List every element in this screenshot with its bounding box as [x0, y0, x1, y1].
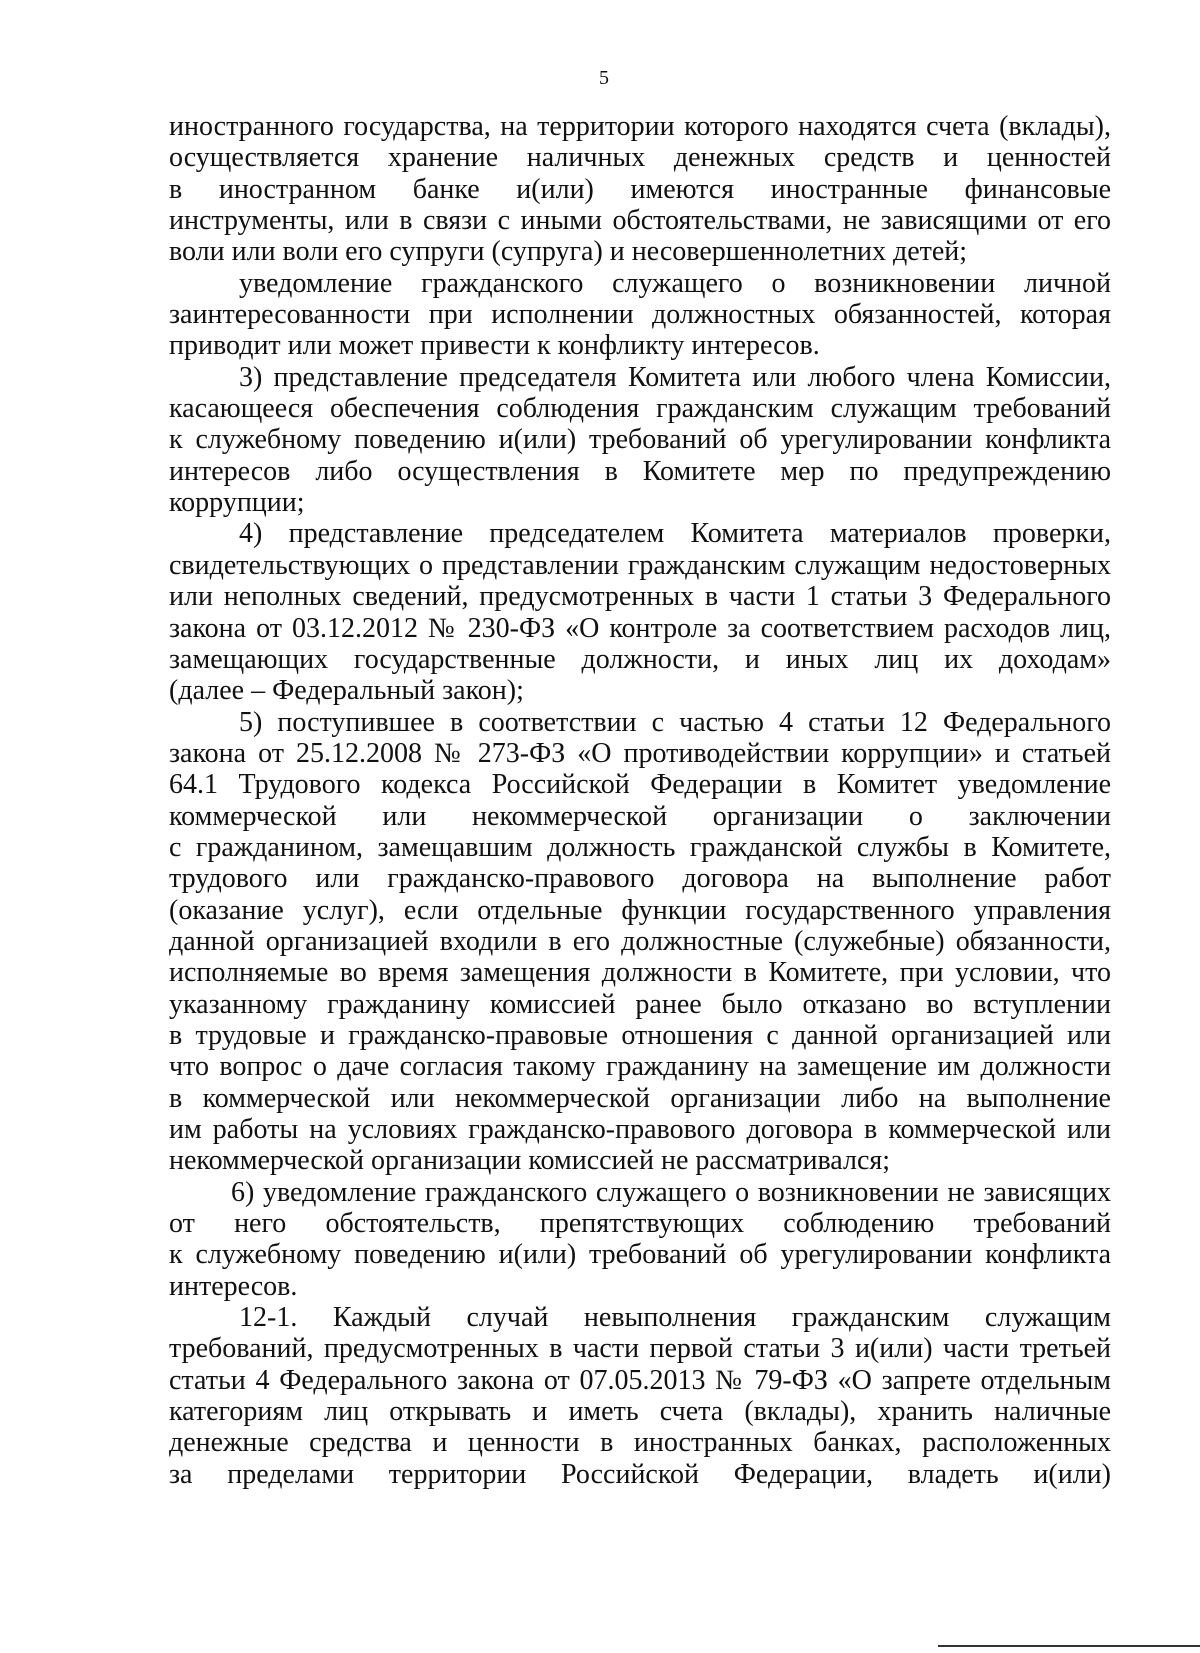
text-line: осуществляется хранение наличных денежных средств и ценностей [169, 142, 1111, 174]
text-line: закона от 03.12.2012 № 230-ФЗ «О контроле за соответствием расходов лиц, [169, 612, 1111, 644]
text-line: интересов либо осуществления в Комитете мер по предупреждению [169, 455, 1111, 487]
text-line: или неполных сведений, предусмотренных в части 1 статьи 3 Федерального [169, 581, 1111, 613]
text-line: им работы на условиях гражданско-правового договора в коммерческой или [169, 1114, 1111, 1145]
text-line: уведомление гражданского служащего о возникновении личной [239, 267, 1111, 299]
text-line: к служебному поведению и(или) требований об урегулировании конфликта [169, 424, 1111, 456]
text-line: требований, предусмотренных в части первой статьи 3 и(или) части третьей [169, 1333, 1111, 1365]
text-line: 6) уведомление гражданского служащего о возникновении не зависящих [231, 1176, 1111, 1208]
text-line: что вопрос о даче согласия такому гражданину на замещение им должности [169, 1051, 1111, 1083]
text-line: статьи 4 Федерального закона от 07.05.2013 № 79-ФЗ «О запрете отдельным [169, 1364, 1111, 1396]
text-line: закона от 25.12.2008 № 273-ФЗ «О противодействии коррупции» и статьей [169, 737, 1111, 769]
text-line: в иностранном банке и(или) имеются иностранные финансовые [169, 173, 1111, 205]
text-line: денежные средства и ценности в иностранных банках, расположенных [169, 1427, 1111, 1459]
text-line: интересов. [169, 1270, 298, 1302]
text-line: 4) представление председателем Комитета материалов проверки, [239, 518, 1111, 550]
text-line: касающееся обеспечения соблюдения гражданским служащим требований [169, 393, 1111, 425]
paragraph-item-4 [169, 518, 1111, 706]
text-line: заинтересованности при исполнении должностных обязанностей, которая [169, 299, 1111, 331]
document-body [169, 111, 1111, 1490]
text-line: за пределами территории Российской Федерации, владеть и(или) [169, 1458, 1111, 1490]
text-line: (оказание услуг), если отдельные функции государственного управления [169, 894, 1111, 926]
text-line: в трудовые и гражданско-правовые отношения с данной организацией или [169, 1019, 1111, 1051]
text-line: указанному гражданину комиссией ранее было отказано во вступлении [169, 988, 1111, 1020]
text-line: исполняемые во время замещения должности в Комитете, при условии, что [169, 957, 1111, 989]
text-line: 3) представление председателя Комитета или любого члена Комиссии, [239, 361, 1111, 393]
paragraph-item-5 [169, 707, 1111, 1177]
paragraph-item-3 [169, 362, 1111, 519]
text-line: иностранного государства, на территории которого находятся счета (вклады), [169, 111, 1111, 142]
text-line: 5) поступившее в соответствии с частью 4 статьи 12 Федерального [239, 706, 1111, 738]
text-line: коррупции; [169, 487, 305, 519]
paragraph-personal-interest-notice [169, 268, 1111, 362]
text-line: инструменты, или в связи с иными обстоятельствами, не зависящими от его [169, 205, 1111, 237]
text-line: с гражданином, замещавшим должность гражданской службы в Комитете, [169, 831, 1111, 863]
page-bottom-rule [938, 1645, 1200, 1647]
text-line: в коммерческой или некоммерческой организации либо на выполнение [169, 1082, 1111, 1114]
text-line: приводит или может привести к конфликту интересов. [169, 330, 820, 362]
text-line: замещающих государственные должности, и иных лиц их доходам» [169, 643, 1111, 675]
paragraph-foreign-accounts [169, 111, 1111, 268]
text-line: от него обстоятельств, препятствующих соблюдению требований [169, 1208, 1111, 1240]
paragraph-12-1 [169, 1302, 1111, 1490]
text-line: категориям лиц открывать и иметь счета (вклады), хранить наличные [169, 1396, 1111, 1428]
text-line: 64.1 Трудового кодекса Российской Федерации в Комитет уведомление [169, 769, 1111, 801]
text-line: воли или воли его супруги (супруга) и несовершеннолетних детей; [169, 236, 968, 268]
text-line: свидетельствующих о представлении гражданским служащим недостоверных [169, 549, 1111, 581]
text-line: некоммерческой организации комиссией не рассматривался; [169, 1145, 891, 1177]
text-line: коммерческой или некоммерческой организации о заключении [169, 800, 1111, 832]
paragraph-item-6 [169, 1177, 1111, 1302]
text-line: данной организацией входили в его должностные (служебные) обязанности, [169, 925, 1111, 957]
text-line: 12-1. Каждый случай невыполнения гражданским служащим [239, 1302, 1111, 1334]
page-number: 5 [599, 67, 609, 89]
text-line: (далее – Федеральный закон); [169, 675, 524, 707]
text-line: к служебному поведению и(или) требований об урегулировании конфликта [169, 1239, 1111, 1271]
text-line: трудового или гражданско-правового договора на выполнение работ [169, 863, 1111, 895]
